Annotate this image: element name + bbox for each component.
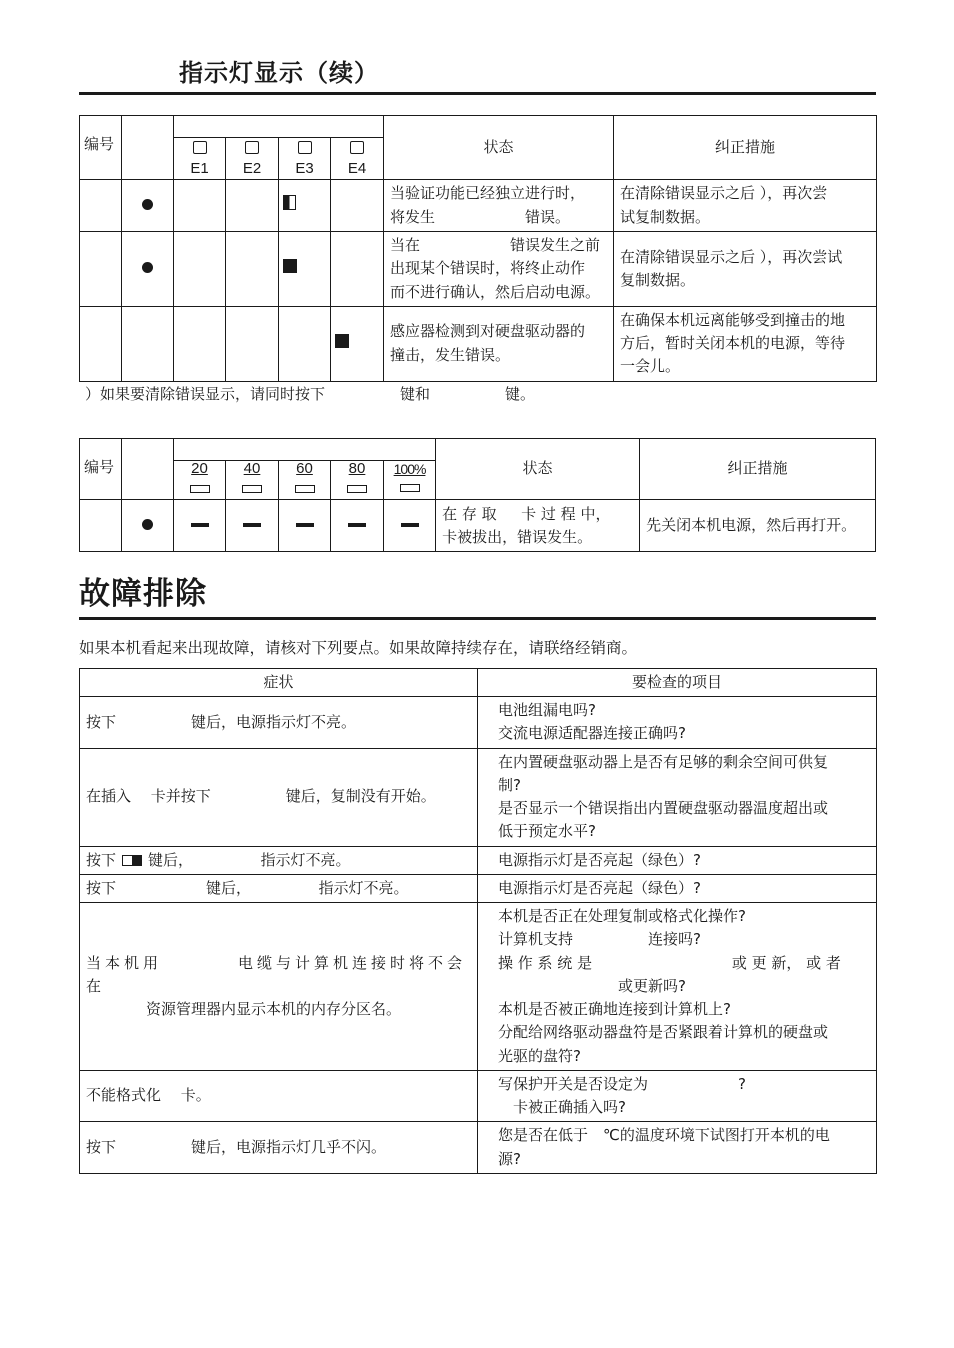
e4-lit-icon bbox=[335, 334, 349, 348]
battery-icon bbox=[122, 855, 142, 866]
table-row bbox=[80, 874, 877, 902]
check-cell: 电源指示灯是否亮起（绿色）? bbox=[478, 846, 877, 874]
level-lamp-icon bbox=[295, 485, 315, 493]
lamp-label: E4 bbox=[347, 160, 367, 178]
level-lamp-icon bbox=[190, 485, 210, 493]
lamp-e2 bbox=[226, 138, 279, 180]
status-cell: 在 存 取 卡 过 程 中， 卡被拔出，错误发生。 bbox=[436, 500, 640, 552]
table-row bbox=[80, 846, 877, 874]
lamp-e1 bbox=[174, 138, 226, 180]
col-fix-header: 纠正措施 bbox=[614, 116, 877, 180]
col-status-header: 状态 bbox=[436, 439, 640, 500]
check-cell: 本机是否正在处理复制或格式化操作? 计算机支持 连接吗? 操 作 系 统 是 或 更 新， 或 者 或更新吗? 本机是否被正确地连接到计算机上? 分配给网络驱动器盘符是否紧跟着计算机的硬盘或 光驱的盘符? bbox=[478, 903, 877, 1071]
intro-paragraph: 如果本机看起来出现故障，请核对下列要点。如果故障持续存在，请联络经销商。 bbox=[79, 639, 638, 657]
section-rule bbox=[79, 617, 876, 620]
lamp-label: E2 bbox=[242, 160, 262, 178]
level-lit-icon bbox=[348, 523, 366, 527]
check-cell: 在内置硬盘驱动器上是否有足够的剩余空间可供复 制? 是否显示一个错误指出内置硬盘驱动器温度超出或 低于预定水平? bbox=[478, 748, 877, 846]
symptom-cell: 按下 键后， 指示灯不亮。 bbox=[80, 846, 478, 874]
symptom-cell: 在插入 卡并按下 键后，复制没有开始。 bbox=[80, 748, 478, 846]
power-lit-icon bbox=[142, 262, 153, 273]
level-20: 20 bbox=[174, 461, 226, 500]
table-row bbox=[80, 180, 877, 232]
lamp-icon bbox=[298, 141, 312, 154]
table-row bbox=[80, 1122, 877, 1174]
level-60: 60 bbox=[279, 461, 331, 500]
lamp-e3 bbox=[279, 138, 331, 180]
level-lit-icon bbox=[401, 523, 419, 527]
fix-cell: 在确保本机远离能够受到撞击的地 方后，暂时关闭本机的电源，等待 一会儿。 bbox=[614, 306, 877, 381]
status-cell: 感应器检测到对硬盘驱动器的 撞击，发生错误。 bbox=[384, 306, 614, 381]
symptom-cell: 按下 键后，电源指示灯不亮。 bbox=[80, 697, 478, 749]
e3-lit-icon bbox=[283, 259, 297, 273]
heading-rule bbox=[79, 92, 876, 95]
level-lamp-icon bbox=[347, 485, 367, 493]
col-power-header bbox=[122, 439, 174, 500]
fix-cell: 先关闭本机电源，然后再打开。 bbox=[640, 500, 876, 552]
check-cell: 电源指示灯是否亮起（绿色）? bbox=[478, 874, 877, 902]
level-group-header bbox=[174, 439, 436, 461]
level-lit-icon bbox=[296, 523, 314, 527]
check-cell: 电池组漏电吗? 交流电源适配器连接正确吗? bbox=[478, 697, 877, 749]
footnote: ）如果要清除错误显示，请同时按下 键和 键。 bbox=[85, 385, 536, 403]
lamp-icon bbox=[245, 141, 259, 154]
power-lit-icon bbox=[142, 199, 153, 210]
check-cell: 您是否在低于 ℃的温度环境下试图打开本机的电 源? bbox=[478, 1122, 877, 1174]
level-80: 80 bbox=[331, 461, 384, 500]
status-cell: 当在 错误发生之前 出现某个错误时，将终止动作 而不进行确认，然后启动电源。 bbox=[384, 232, 614, 307]
symptom-cell: 当本机用 电缆与计算机连接时将不会在 资源管理器内显示本机的内存分区名。 bbox=[80, 903, 478, 1071]
table-row bbox=[80, 500, 876, 552]
level-lit-icon bbox=[191, 523, 209, 527]
e3-blinking-icon bbox=[283, 195, 296, 210]
col-check-header: 要检查的项目 bbox=[478, 669, 877, 697]
col-number-header: 编号 bbox=[80, 116, 122, 180]
col-power-header bbox=[122, 116, 174, 180]
symptom-cell: 按下 键后， 指示灯不亮。 bbox=[80, 874, 478, 902]
check-cell: 写保护开关是否设定为 ? 卡被正确插入吗? bbox=[478, 1070, 877, 1122]
status-cell: 当验证功能已经独立进行时， 将发生 错误。 bbox=[384, 180, 614, 232]
table-row bbox=[80, 1070, 877, 1122]
symptom-cell: 不能格式化 卡。 bbox=[80, 1070, 478, 1122]
fix-cell: 在清除错误显示之后 ），再次尝 试复制数据。 bbox=[614, 180, 877, 232]
col-symptom-header: 症状 bbox=[80, 669, 478, 697]
symptom-cell: 按下 键后，电源指示灯几乎不闪。 bbox=[80, 1122, 478, 1174]
table-row bbox=[80, 903, 877, 1071]
page-heading: 指示灯显示（续） bbox=[179, 59, 379, 87]
col-status-header: 状态 bbox=[384, 116, 614, 180]
indicator-table-level bbox=[79, 438, 876, 552]
lamp-label: E3 bbox=[295, 160, 314, 178]
power-lit-icon bbox=[142, 519, 153, 530]
col-fix-header: 纠正措施 bbox=[640, 439, 876, 500]
fix-cell: 在清除错误显示之后 ），再次尝试 复制数据。 bbox=[614, 232, 877, 307]
level-lamp-icon bbox=[400, 484, 420, 492]
lamp-label: E1 bbox=[190, 160, 209, 178]
table-row bbox=[80, 232, 877, 307]
troubleshooting-table bbox=[79, 668, 877, 1174]
table-row bbox=[80, 748, 877, 846]
lamp-group-header bbox=[174, 116, 384, 138]
level-lamp-icon bbox=[242, 485, 262, 493]
level-lit-icon bbox=[243, 523, 261, 527]
indicator-table-hdd bbox=[79, 115, 877, 382]
table-row bbox=[80, 306, 877, 381]
lamp-icon bbox=[350, 141, 364, 154]
col-number-header: 编号 bbox=[80, 439, 122, 500]
section-title: 故障排除 bbox=[79, 576, 207, 612]
table-row bbox=[80, 697, 877, 749]
level-100: 100% bbox=[384, 461, 436, 500]
level-40: 40 bbox=[226, 461, 279, 500]
lamp-e4 bbox=[331, 138, 384, 180]
lamp-icon bbox=[193, 141, 207, 154]
